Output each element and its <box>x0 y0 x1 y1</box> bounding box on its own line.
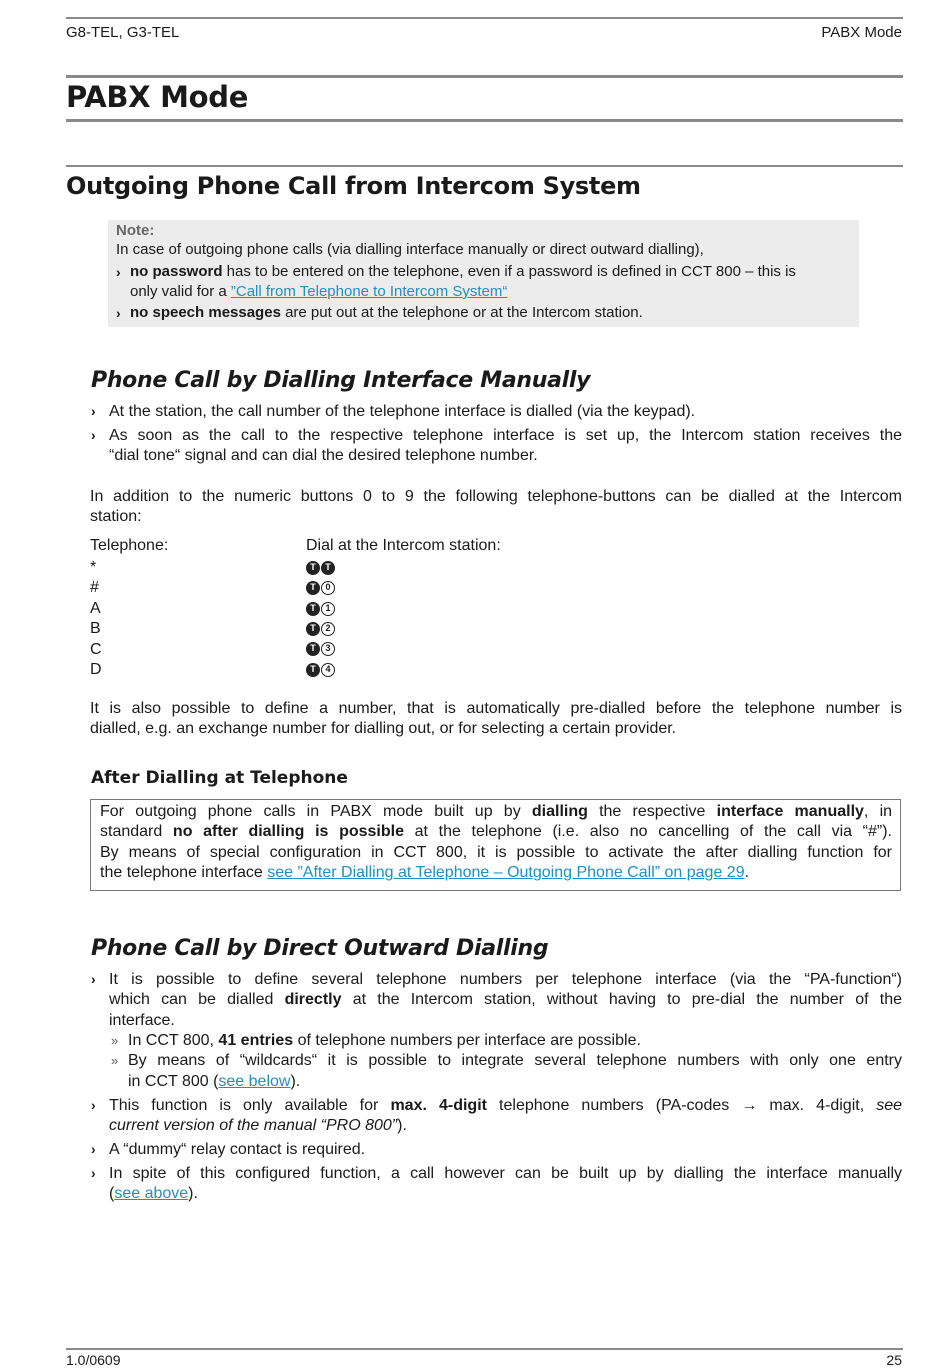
note-item-2: no speech messages are put out at the telephone or at the Intercom station. <box>130 304 643 321</box>
key-t-icon: T <box>306 642 320 656</box>
manual-para-1-cont: station: <box>90 508 142 525</box>
manual-para-1: In addition to the numeric buttons 0 to 9 the following telephone-buttons can be dialled at the Intercom <box>90 488 902 505</box>
note-intro: In case of outgoing phone calls (via dialling interface manually or direct outward dialling), <box>116 241 704 258</box>
link-see-above[interactable]: see above <box>114 1185 189 1202</box>
manual-para-2: It is also possible to define a number, that is automatically pre-dialled before the telephone number is <box>90 700 902 717</box>
chevron-icon: › <box>91 427 96 443</box>
direct-bullet-1: It is possible to define several telephone numbers per telephone interface (via the “PA-function“) <box>109 971 902 988</box>
key-t-icon: T <box>306 581 320 595</box>
title-rule-top <box>66 75 903 78</box>
table-cell-telephone: # <box>90 579 99 597</box>
footer-rule <box>66 1348 903 1350</box>
link-see-below[interactable]: see below <box>218 1073 291 1090</box>
key-sequence <box>306 641 336 659</box>
chevron-icon: › <box>91 403 96 419</box>
page-title: PABX Mode <box>66 80 249 114</box>
chevron-icon: › <box>116 264 121 280</box>
key-t-icon: T <box>306 622 320 636</box>
direct-title: Phone Call by Direct Outward Dialling <box>91 936 549 961</box>
direct-bullet-3: A “dummy“ relay contact is required. <box>109 1141 366 1158</box>
table-header-dial: Dial at the Intercom station: <box>306 537 501 554</box>
direct-sub-1: In CCT 800, 41 entries of telephone numbers per interface are possible. <box>128 1032 641 1049</box>
note-label: Note: <box>116 222 155 239</box>
key-digit-icon: 1 <box>321 602 335 616</box>
key-digit-icon: 2 <box>321 622 335 636</box>
key-sequence <box>306 600 336 618</box>
header-right: PABX Mode <box>821 24 902 41</box>
table-cell-telephone: C <box>90 640 102 658</box>
key-t-icon: T <box>306 602 320 616</box>
title-rule-bottom <box>66 119 903 122</box>
note-item-1: no password has to be entered on the telephone, even if a password is defined in CCT 800 – this is <box>130 263 796 280</box>
link-call-from-telephone[interactable]: ”Call from Telephone to Intercom System“ <box>230 283 508 300</box>
chevron-icon: › <box>116 305 121 321</box>
direct-bullet-1-line-2: which can be dialled directly at the Intercom station, without having to pre-dial the number of the <box>109 991 902 1008</box>
sub-chevron-icon: » <box>111 1033 119 1048</box>
key-sequence <box>306 559 336 577</box>
footer-left: 1.0/0609 <box>66 1352 121 1368</box>
note-item-1-cont: only valid for a ”Call from Telephone to Intercom System“ <box>130 283 508 300</box>
table-cell-telephone: B <box>90 620 101 638</box>
manual-bullet-2-cont: “dial tone“ signal and can dial the desired telephone number. <box>109 447 538 464</box>
chevron-icon: › <box>91 1165 96 1181</box>
after-line-4: the telephone interface see ”After Dialling at Telephone – Outgoing Phone Call” on page 29. <box>100 864 750 881</box>
table-cell-telephone: A <box>90 599 101 617</box>
direct-bullet-4-line-2: (see above). <box>109 1185 198 1202</box>
table-cell-telephone: D <box>90 661 102 678</box>
after-title: After Dialling at Telephone <box>91 768 348 788</box>
key-t-icon: T <box>306 561 320 575</box>
footer-page-number: 25 <box>886 1352 902 1368</box>
manual-title: Phone Call by Dialling Interface Manually <box>91 368 591 393</box>
top-rule <box>66 17 903 19</box>
direct-bullet-2: This function is only available for max. 4-digit telephone numbers (PA-codes → max. 4-digit, see <box>109 1097 903 1114</box>
manual-para-2-cont: dialled, e.g. an exchange number for dialling out, or for selecting a certain provider. <box>90 720 677 737</box>
chevron-icon: › <box>91 1097 96 1113</box>
key-digit-icon: 3 <box>321 642 335 656</box>
manual-bullet-2: As soon as the call to the respective telephone interface is set up, the Intercom station receives the <box>109 427 902 444</box>
after-line-3: By means of special configuration in CCT 800, it is possible to activate the after dialling function for <box>100 844 892 861</box>
header-left: G8-TEL, G3-TEL <box>66 24 180 41</box>
direct-sub-2-line-2: in CCT 800 (see below). <box>128 1073 301 1090</box>
sub-chevron-icon: » <box>111 1053 119 1068</box>
table-cell-telephone: * <box>90 559 97 576</box>
after-line-1: For outgoing phone calls in PABX mode built up by dialling the respective interface manually, in <box>100 803 893 820</box>
manual-bullet-1: At the station, the call number of the telephone interface is dialled (via the keypad). <box>109 403 696 420</box>
key-sequence <box>306 661 336 679</box>
chevron-icon: › <box>91 971 96 987</box>
direct-bullet-1-line-3: interface. <box>109 1012 175 1029</box>
key-t-icon: T <box>321 561 335 575</box>
section-title: Outgoing Phone Call from Intercom System <box>66 172 641 200</box>
link-after-dialling[interactable]: see ”After Dialling at Telephone – Outgoing Phone Call” on page 29 <box>267 864 745 881</box>
key-t-icon: T <box>306 663 320 677</box>
direct-bullet-2-line-2: current version of the manual “PRO 800”). <box>109 1117 407 1134</box>
key-sequence <box>306 579 336 597</box>
section-rule <box>66 165 903 167</box>
chevron-icon: › <box>91 1141 96 1157</box>
key-digit-icon: 0 <box>321 581 335 595</box>
table-header-telephone: Telephone: <box>90 537 169 554</box>
direct-sub-2: By means of “wildcards“ it is possible to integrate several telephone numbers with only one entry <box>128 1052 902 1069</box>
direct-bullet-4: In spite of this configured function, a call however can be built up by dialling the interface manually <box>109 1165 902 1182</box>
key-sequence <box>306 620 336 638</box>
after-line-2: standard no after dialling is possible at the telephone (i.e. also no cancelling of the call via “#”). <box>100 823 892 840</box>
key-digit-icon: 4 <box>321 663 335 677</box>
